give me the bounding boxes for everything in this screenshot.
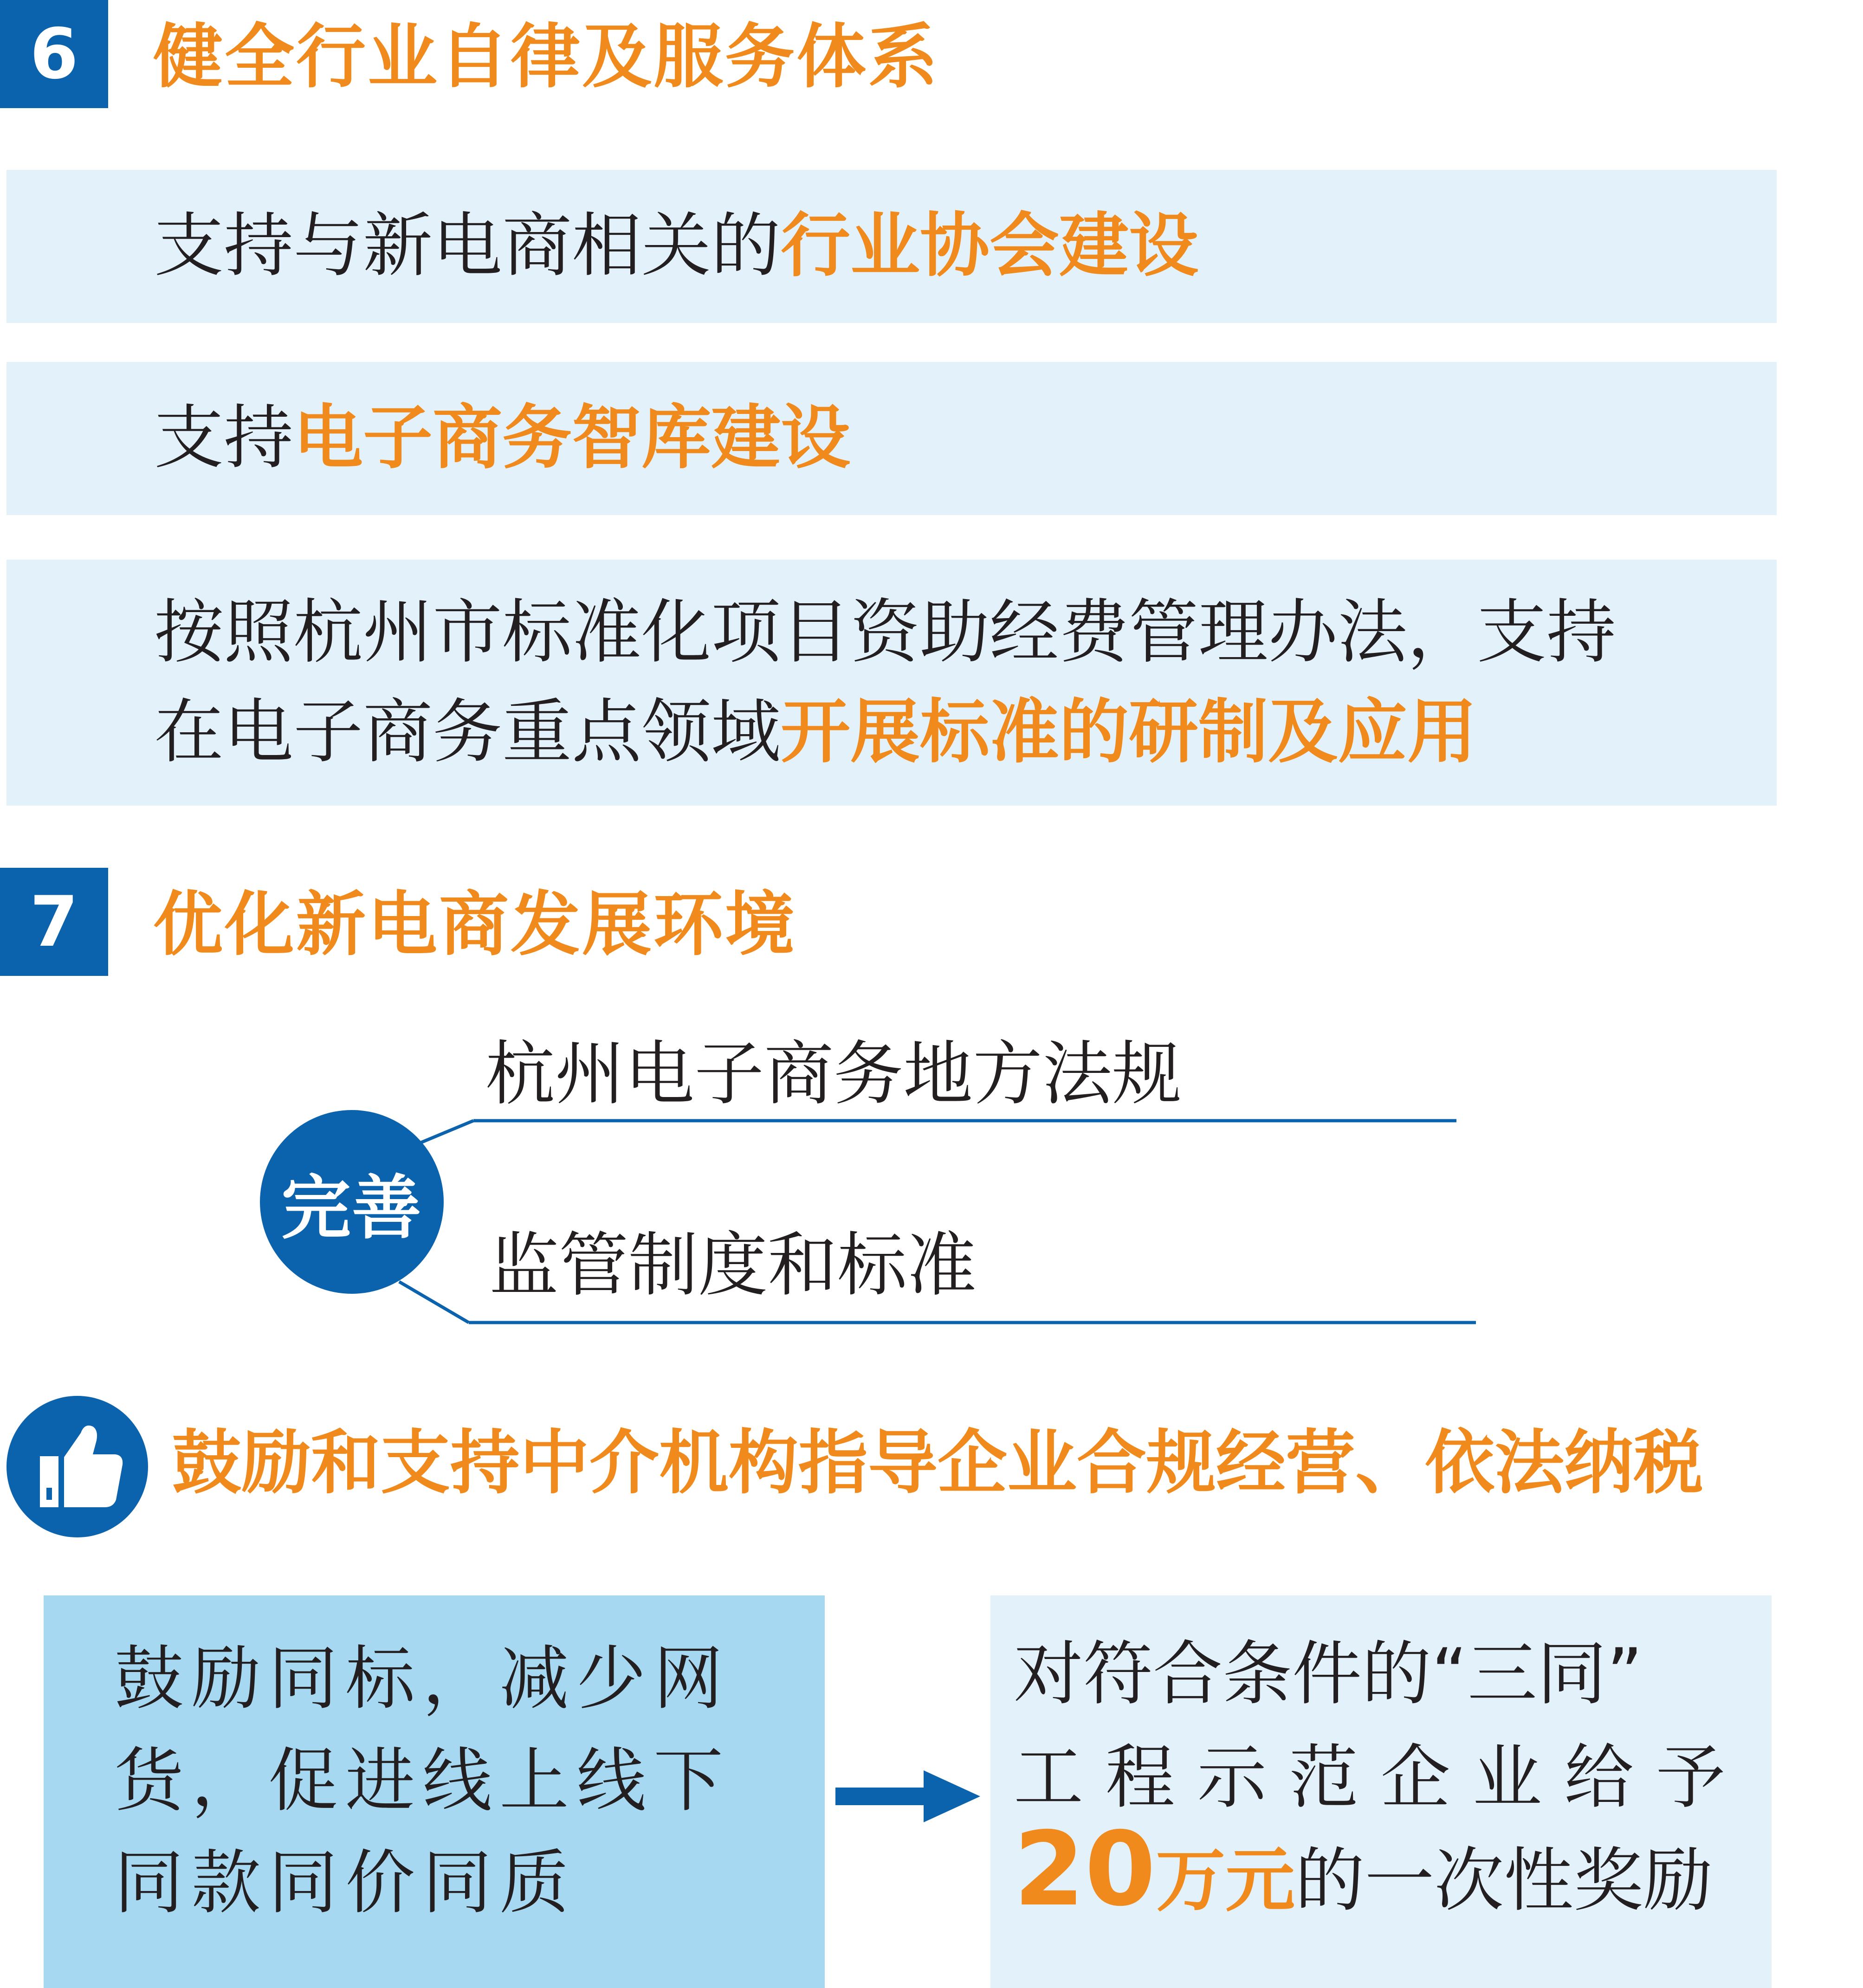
row-2-highlight: 电子商务智库建设 — [293, 398, 851, 478]
reward-amount-unit: 万元 — [1156, 1840, 1295, 1921]
section-6-title: 健全行业自律及服务体系 — [153, 17, 940, 97]
section-6-number: 6 — [30, 13, 78, 95]
arrow-shaft — [835, 1788, 928, 1805]
reward-line-3 — [1014, 1810, 1713, 1929]
row-3-line-2-plain: 在电子商务重点领域 — [154, 692, 781, 773]
same-standard-text: 鼓励同标，减少网货，促进线上线下同款同价同质 — [114, 1639, 731, 1923]
section-7-title: 优化新电商发展环境 — [153, 884, 797, 965]
reward-line-1: 对符合条件的“三同” — [1014, 1634, 1643, 1715]
section-7-number: 7 — [30, 881, 78, 962]
row-3-line-2-highlight: 开展标准的研制及应用 — [781, 692, 1477, 773]
branch-upper-text: 杭州电子商务地方法规 — [485, 1034, 1182, 1115]
arrow-head — [924, 1770, 980, 1822]
encourage-title: 鼓励和支持中介机构指导企业合规经营、依法纳税 — [172, 1423, 1704, 1504]
reward-line-2: 工 程 示 范 企 业 给 予 — [1014, 1737, 1726, 1818]
branch-lower-text: 监管制度和标准 — [489, 1225, 977, 1306]
reward-amount-number: 20 — [1014, 1810, 1156, 1929]
row-3-line-1-plain: 按照杭州市标准化项目资助经费管理办法，支持 — [154, 592, 1617, 673]
row-2-plain: 支持 — [154, 398, 294, 478]
reward-box — [990, 1595, 1772, 1988]
circle-label: 完善 — [281, 1168, 422, 1249]
row-1-highlight: 行业协会建设 — [781, 206, 1199, 286]
row-1-plain: 支持与新电商相关的 — [154, 206, 781, 286]
reward-amount-rest: 的一次性奖励 — [1295, 1840, 1713, 1921]
